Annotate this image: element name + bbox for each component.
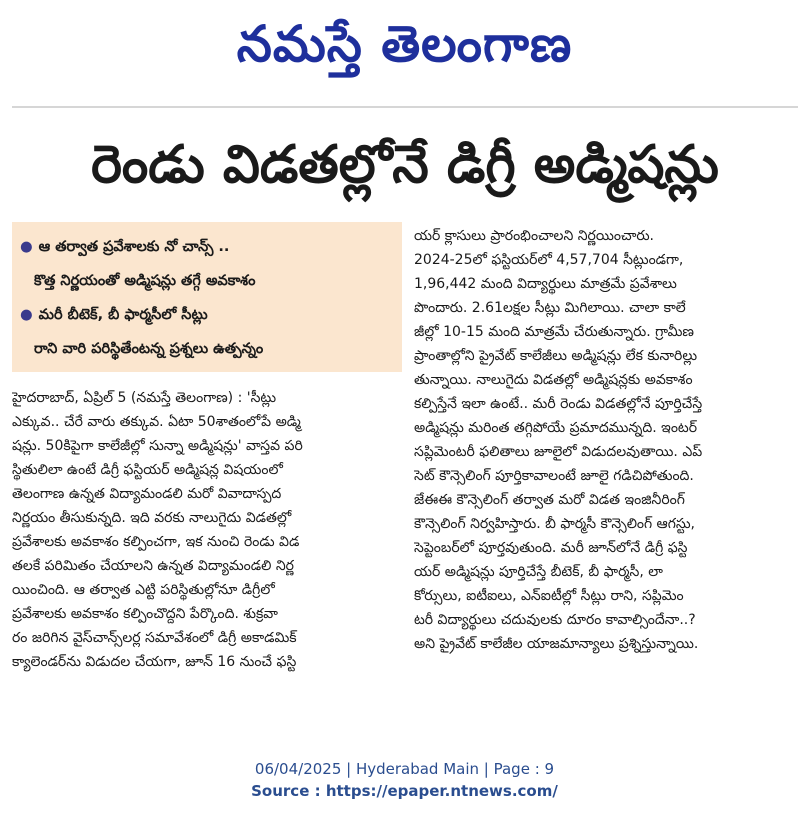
page-footer	[0, 758, 809, 802]
text-line: తున్నాయి. నాలుగైదు విడతల్లో అడ్మిషన్లకు అవకాశం	[414, 372, 693, 388]
text-line: తలకే పరిమితం చేయాలని ఉన్నత విద్యామండలి నిర్ణ	[12, 558, 294, 574]
text-line: హైదరాబాద్, ఏప్రిల్ 5 (నమస్తే తెలంగాణ) : 'సీట్లు	[12, 390, 277, 406]
text-line: యించింది. ఆ తర్వాత ఎట్టి పరిస్థితుల్లోనూ డిగ్రీలో	[12, 582, 275, 598]
text-line: 2024-25లో ఫస్టియర్‌లో 4,57,704 సీట్లుండగా,	[414, 252, 684, 268]
text-line: స్థితులిలా ఉంటే డిగ్రీ ఫస్టియర్ అడ్మిషన్ల విషయంలో	[12, 462, 283, 478]
article-column-left	[12, 222, 402, 762]
text-line: క్యాలెండర్‌ను విడుదల చేయగా, జూన్ 16 నుంచే ఫస్టి	[12, 654, 297, 670]
highlight-line: రాని వారి పరిస్థితేంటన్న ప్రశ్నలు ఉత్పన్నం	[34, 341, 264, 357]
text-line: నిర్ణయం తీసుకున్నది. ఇది వరకు నాలుగైదు విడతల్లో	[12, 510, 292, 526]
highlight-line: ● ఆ తర్వాత ప్రవేశాలకు నో చాన్స్ ..	[20, 239, 230, 255]
text-line: ప్రవేశాలకు అవకాశం కల్పించగా, ఇక నుంచి రెండు విడ	[12, 534, 300, 550]
newspaper-logo: నమస్తే తెలంగాణ	[236, 15, 573, 73]
highlight-line: ● మరీ బీటెక్, బీ ఫార్మసీలో సీట్లు	[20, 307, 208, 323]
text-line: యర్ అడ్మిషన్లు పూర్తిచేస్తే బీటెక్, బీ ఫార్మసీ, లా	[414, 564, 663, 580]
text-line: అని ప్రైవేట్ కాలేజీల యాజమాన్యాలు ప్రశ్నిస్తున్నాయి.	[414, 636, 699, 652]
text-line: రం జరిగిన వైస్‌చాన్స్‌లర్ల సమావేశంలో డిగ్రీ అకాడమిక్	[12, 630, 297, 646]
text-line: సెట్ కౌన్సెలింగ్ పూర్తికావాలంటే జూలై గడిచిపోతుంది.	[414, 468, 694, 484]
text-line: సప్లిమెంటరీ ఫలితాలు జూలైలో విడుదలవుతాయి. ఎప్	[414, 444, 703, 460]
masthead	[0, 4, 809, 84]
text-line: జీల్లో 10-15 మంది మాత్రమే చేరుతున్నారు. గ్రామీణ	[414, 324, 694, 340]
text-line: కోర్సులు, ఐటీఐలు, ఎన్‌ఐటీల్లో సీట్లు రాని, సప్లిమెం	[414, 588, 684, 604]
article-body-right	[414, 224, 798, 656]
bullet-icon: ●	[20, 239, 33, 255]
text-line: 1,96,442 మంది విద్యార్థులు మాత్రమే ప్రవేశాలు	[414, 276, 677, 292]
text-line: షన్లు. 50కిపైగా కాలేజీల్లో సున్నా అడ్మిషన్లు' వాస్తవ పరి	[12, 438, 303, 454]
text-line: ప్రవేశాలకు అవకాశం కల్పించొద్దని పేర్కొంది. శుక్రవా	[12, 606, 278, 622]
highlight-line: కొత్త నిర్ణయంతో అడ్మిషన్లు తగ్గే అవకాశం	[34, 273, 256, 289]
text-line: జేఈఈ కౌన్సెలింగ్ తర్వాత మరో విడత ఇంజినీరింగ్	[414, 492, 685, 508]
text-line: కల్పిస్తేనే ఇలా ఉంటే.. మరీ రెండు విడతల్లోనే పూర్తిచేస్తే	[414, 396, 703, 412]
highlights-box	[12, 222, 402, 372]
source-link[interactable]: Source : https://epaper.ntnews.com/	[251, 782, 558, 800]
text-line: సెప్టెంబర్‌లో పూర్తవుతుంది. మరీ జూన్‌లోనే డిగ్రీ ఫస్టి	[414, 540, 688, 556]
text-line: అడ్మిషన్లు మరింత తగ్గిపోయే ప్రమాదమున్నది. ఇంటర్	[414, 420, 698, 436]
text-line: కౌన్సెలింగ్ నిర్వహిస్తారు. బీ ఫార్మసీ కౌన్సెలింగ్ ఆగస్టు,	[414, 516, 696, 532]
text-line: యర్ క్లాసులు ప్రారంభించాలని నిర్ణయించారు.	[414, 228, 654, 244]
text-line: టరీ విద్యార్థులు చదువులకు దూరం కావాల్సిందేనా..?	[414, 612, 696, 628]
text-line: ప్రాంతాల్లోని ప్రైవేట్ కాలేజీలు అడ్మిషన్లు లేక కునారిల్లు	[414, 348, 698, 364]
edition-info: 06/04/2025 | Hyderabad Main | Page : 9	[254, 760, 555, 778]
header-divider	[12, 106, 798, 108]
article-body-left	[12, 386, 402, 674]
bullet-icon: ●	[20, 307, 33, 323]
text-line: ఎక్కువ.. చేరే వారు తక్కువ. ఏటా 50శాతంలోపే అడ్మి	[12, 414, 301, 430]
text-line: పొందారు. 2.61లక్షల సీట్లు మిగిలాయి. చాలా కాలే	[414, 300, 686, 316]
article-column-right	[414, 222, 798, 732]
article-headline: రెండు విడతల్లోనే డిగ్రీ అడ్మిషన్లు	[91, 135, 719, 195]
text-line: తెలంగాణ ఉన్నత విద్యామండలి మరో వివాదాస్పద	[12, 486, 282, 502]
